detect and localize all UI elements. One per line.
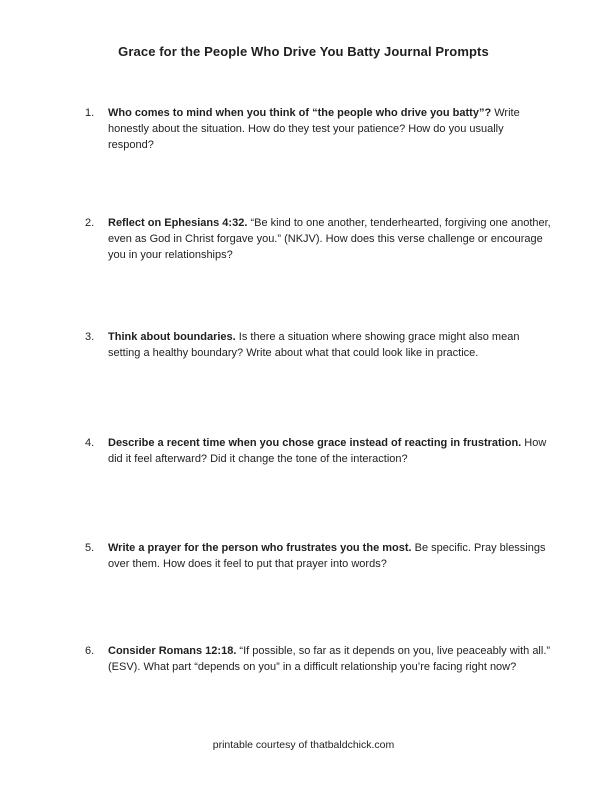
- list-item: [85, 435, 552, 467]
- prompt-lead: Reflect on Ephesians 4:32.: [108, 217, 248, 229]
- prompt-body: How did it feel afterward? Did it change the tone of the interaction?: [108, 437, 547, 465]
- list-item-text: [108, 215, 552, 263]
- list-item-number: 6.: [85, 645, 95, 657]
- list-item: [85, 643, 552, 675]
- prompt-body: “Be kind to one another, tenderhearted, forgiving one another, even as God in Christ forgave you.” (NKJV). How does this verse challenge or encourage you in your relationships?: [108, 217, 551, 261]
- prompt-body: Write honestly about the situation. How do they test your patience? How do you usually respond?: [108, 107, 520, 151]
- prompt-body: Is there a situation where showing grace might also mean setting a healthy boundary? Write about what that could look like in practice.: [108, 331, 520, 359]
- prompt-lead: Write a prayer for the person who frustrates you the most.: [108, 542, 412, 554]
- list-item: [85, 540, 552, 572]
- list-item-text: [108, 105, 552, 153]
- footer-credit: printable courtesy of thatbaldchick.com: [212, 739, 395, 751]
- prompt-lead: Describe a recent time when you chose grace instead of reacting in frustration.: [108, 437, 522, 449]
- list-item-text: [108, 643, 552, 675]
- list-item-text: [108, 540, 552, 572]
- prompt-lead: Think about boundaries.: [108, 331, 236, 343]
- list-item-text: [108, 329, 552, 361]
- prompt-list: [0, 105, 607, 675]
- prompt-lead: Consider Romans 12:18.: [108, 645, 237, 657]
- page-title: Grace for the People Who Drive You Batty Journal Prompts: [118, 44, 489, 59]
- list-item-number: 1.: [85, 107, 95, 119]
- list-item: [85, 329, 552, 361]
- list-item-number: 4.: [85, 437, 95, 449]
- list-item-number: 3.: [85, 331, 95, 343]
- prompt-body: “If possible, so far as it depends on you, live peaceably with all.” (ESV). What part “depends on you” in a difficult relationship you’re facing right now?: [108, 645, 551, 673]
- list-item-number: 5.: [85, 542, 95, 554]
- list-item: [85, 105, 552, 153]
- prompt-lead: Who comes to mind when you think of “the people who drive you batty”?: [108, 107, 492, 119]
- list-item: [85, 215, 552, 263]
- list-item-number: 2.: [85, 217, 95, 229]
- prompt-body: Be specific. Pray blessings over them. How does it feel to put that prayer into words?: [108, 542, 546, 570]
- list-item-text: [108, 435, 552, 467]
